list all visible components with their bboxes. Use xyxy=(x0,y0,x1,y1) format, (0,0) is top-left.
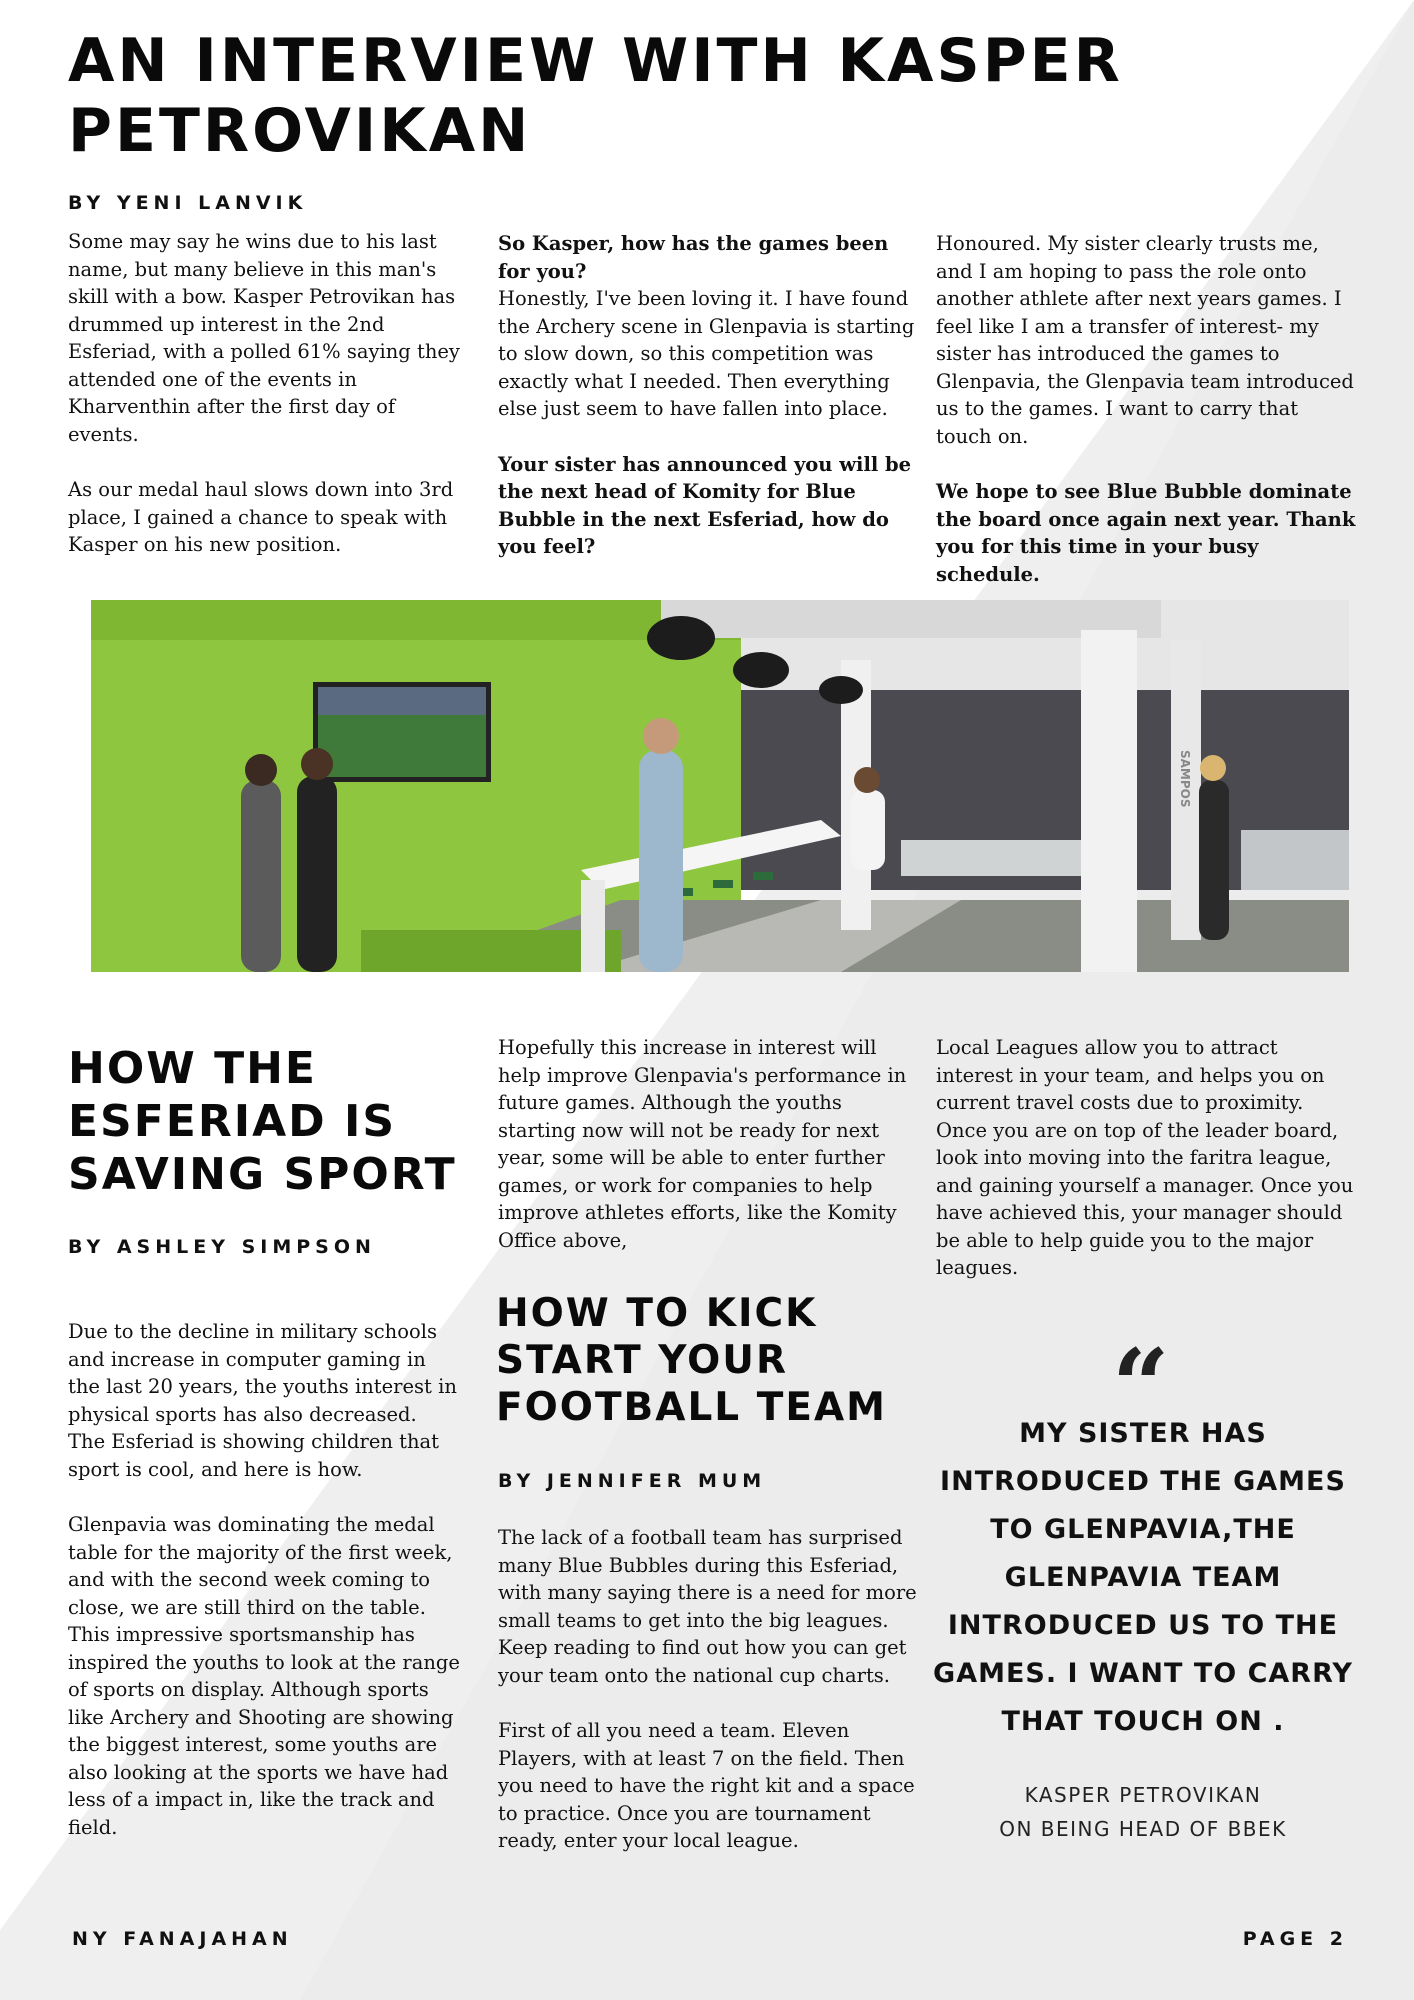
article3-column-1 xyxy=(498,1524,922,1883)
article3-paragraph-2: First of all you need a team. Eleven Players, with at least 7 on the field. Then you need to have the right kit and a space to practice. Once you are tournament ready, enter your local league. xyxy=(498,1719,915,1852)
article3-column-2 xyxy=(936,1034,1356,1310)
quote-mark-icon: “ xyxy=(1112,1327,1170,1445)
office-photo xyxy=(61,600,1349,972)
wall-logo-text: SAMPOS xyxy=(1178,750,1192,808)
article2-paragraph-3: Hopefully this increase in interest will help improve Glenpavia's performance in future games. Although the youths starting now will not be ready for next year, some will be able to enter further games, or work for companies to help improve athletes efforts, like the Komity Office above, xyxy=(498,1036,907,1252)
byline-yeni-lanvik: BY YENI LANVIK xyxy=(68,192,308,214)
article1-column-3 xyxy=(936,230,1356,616)
article1-paragraph-1: Some may say he wins due to his last name, but many believe in this man's skill with a bow. Kasper Petrovikan has drummed up interest in the 2nd Esferiad, with a polled 61% saying they attended one of the events in Kharventhin after the first day of events. xyxy=(68,230,460,446)
article1-column-2 xyxy=(498,230,922,589)
footer-page-number: PAGE 2 xyxy=(1242,1928,1348,1950)
interview-question-2: Your sister has announced you will be the next head of Komity for Blue Bubble in the next Esferiad, how do you feel? xyxy=(498,452,912,558)
article-title-esferiad: HOW THE ESFERIAD IS SAVING SPORT xyxy=(68,1043,457,1200)
article2-paragraph-1: Due to the decline in military schools and increase in computer gaming in the last 20 years, the youths interest in physical sports has also decreased. The Esferiad is showing children that sport is cool, and here is how. xyxy=(68,1320,457,1481)
footer-publication-name: NY FANAJAHAN xyxy=(72,1928,293,1950)
interview-answer-1: Honestly, I've been loving it. I have found the Archery scene in Glenpavia is starting to slow down, so this competition was exactly what I needed. Then everything else just seem to have fallen into place. xyxy=(498,287,915,420)
pull-quote-text: MY SISTER HAS INTRODUCED THE GAMES TO GLENPAVIA,THE GLENPAVIA TEAM INTRODUCED US TO THE GAMES. I WANT TO CARRY THAT TOUCH ON . xyxy=(933,1418,1353,1737)
pull-quote-attribution xyxy=(928,1778,1358,1846)
attribution-role: ON BEING HEAD OF BBEK xyxy=(999,1817,1287,1841)
article3-paragraph-1: The lack of a football team has surprised many Blue Bubbles during this Esferiad, with many saying there is a need for more small teams to get into the big leagues. Keep reading to find out how you can get your team onto the national cup charts. xyxy=(498,1526,917,1687)
interview-answer-2: Honoured. My sister clearly trusts me, and I am hoping to pass the role onto another athlete after next years games. I feel like I am a transfer of interest- my sister has introduced the games to Glenpavia, the Glenpavia team introduced us to the games. I want to carry that touch on. xyxy=(936,232,1354,448)
interview-closing: We hope to see Blue Bubble dominate the board once again next year. Thank you for this time in your busy schedule. xyxy=(936,480,1356,586)
attribution-name: KASPER PETROVIKAN xyxy=(1024,1783,1262,1807)
interview-question-1: So Kasper, how has the games been for you? xyxy=(498,232,889,283)
article2-column-2 xyxy=(498,1034,922,1282)
article2-paragraph-2: Glenpavia was dominating the medal table for the majority of the first week, and with the second week coming to close, we are still third on the table. This impressive sportsmanship has inspired the youths to look at the range of sports on display. Although sports like Archery and Shooting are showing the biggest interest, some youths are also looking at the sports we have had less of a impact in, like the track and field. xyxy=(68,1513,460,1839)
article1-paragraph-2: As our medal haul slows down into 3rd place, I gained a chance to speak with Kasper on his new position. xyxy=(68,478,454,556)
byline-jennifer-mum: BY JENNIFER MUM xyxy=(498,1470,767,1492)
article-title-interview: AN INTERVIEW WITH KASPER PETROVIKAN xyxy=(68,26,1123,166)
byline-ashley-simpson: BY ASHLEY SIMPSON xyxy=(68,1236,376,1258)
article-title-football: HOW TO KICK START YOUR FOOTBALL TEAM xyxy=(496,1291,887,1430)
article2-column-1 xyxy=(68,1318,460,1869)
article3-paragraph-3: Local Leagues allow you to attract interest in your team, and helps you on current travel costs due to proximity. Once you are on top of the leader board, look into moving into the faritra league, and gaining yourself a manager. Once you have achieved this, your manager should be able to help guide you to the major leagues. xyxy=(936,1036,1354,1279)
article1-column-1 xyxy=(68,228,460,587)
